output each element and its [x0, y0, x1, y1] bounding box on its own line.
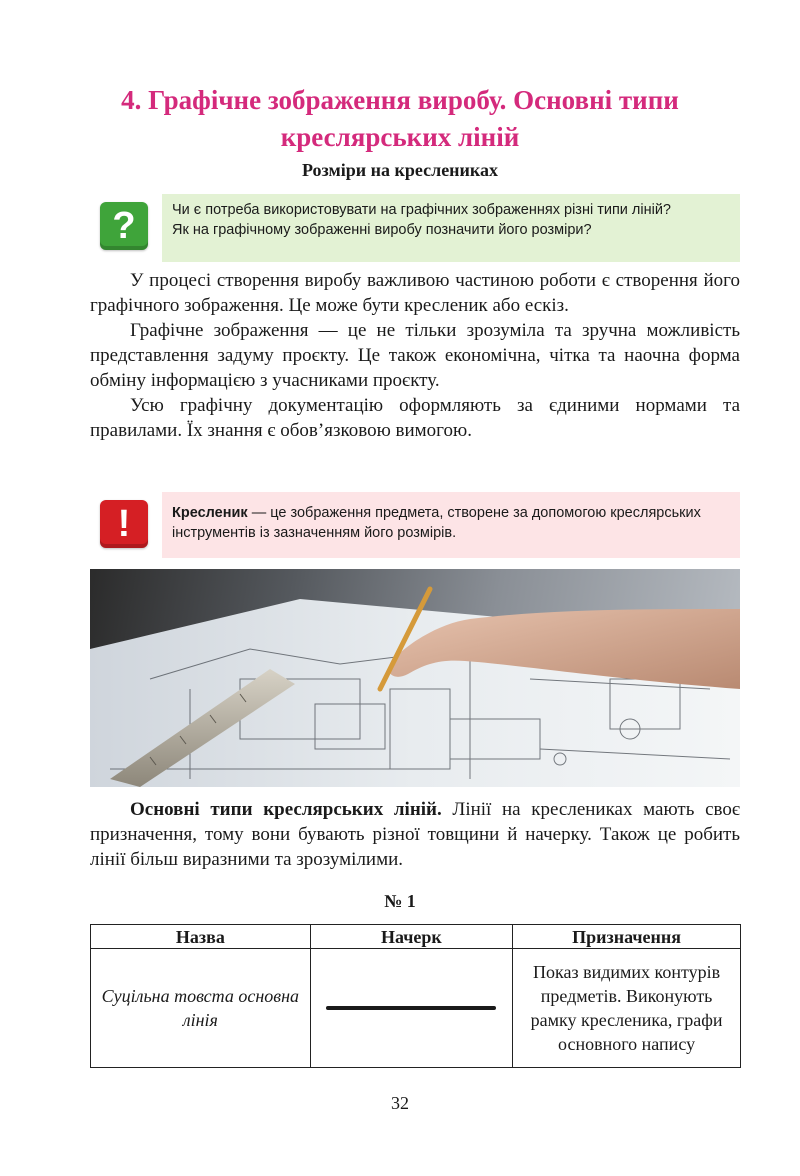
lines-heading: Основні типи креслярських ліній.	[130, 799, 442, 820]
header-sample: Начерк	[310, 925, 512, 949]
chapter-title: 4. Графічне зображення виробу. Основні типи креслярських ліній	[121, 85, 679, 152]
section-subtitle: Розміри на креслениках	[301, 160, 499, 180]
line-types-table	[90, 924, 741, 1068]
page-number: 32	[391, 1093, 409, 1113]
header-purpose: Призначення	[513, 925, 741, 949]
question-line-1: Чи є потреба використовувати на графічних зображеннях різні типи ліній?	[172, 202, 671, 218]
table-header-row	[91, 925, 741, 949]
intro-text	[90, 268, 740, 443]
drafting-illustration	[90, 569, 740, 787]
definition-text: — це зображення предмета, створене за допомогою креслярських інструментів із зазначенням його розмірів.	[172, 505, 701, 541]
table-row	[91, 949, 741, 1068]
definition-box	[162, 492, 740, 558]
lines-body: Лінії на креслениках мають своє призначення, тому вони бувають різної товщини й начерку. Також це робить лінії більш виразними та зрозумілими.	[90, 799, 741, 870]
question-line-2: Як на графічному зображенні виробу позначити його розміри?	[172, 222, 592, 238]
intro-paragraph: Усю графічну документацію оформляють за єдиними нормами та правилами. Їх знання є обов’язковою вимогою.	[90, 395, 740, 441]
line-purpose-cell: Показ видимих контурів предметів. Виконують рамку кресленика, графи основного напису	[513, 949, 741, 1068]
thick-solid-line-sample	[326, 1006, 496, 1010]
definition-callout	[100, 492, 740, 558]
question-callout	[100, 194, 740, 262]
lines-paragraph	[90, 797, 740, 872]
question-mark-icon: ?	[100, 202, 148, 250]
lines-types-text	[90, 797, 740, 872]
question-box	[162, 194, 740, 262]
header-name: Назва	[91, 925, 311, 949]
line-name-cell: Суцільна товста основна лінія	[91, 949, 311, 1068]
exclamation-mark-icon: !	[100, 500, 148, 548]
intro-paragraph: Графічне зображення — це не тільки зрозуміла та зручна можливість представлення задуму проєкту. Це також економічна, чітка та наочна форма обміну інформацією з учасниками проєкту.	[90, 320, 740, 391]
intro-paragraph: У процесі створення виробу важливою частиною роботи є створення його графічного зображення. Це може бути кресленик або ескіз.	[90, 270, 740, 316]
line-sample-cell	[310, 949, 512, 1068]
drafting-photo	[90, 569, 740, 787]
table-number: № 1	[384, 891, 416, 911]
definition-term: Кресленик	[172, 505, 248, 521]
